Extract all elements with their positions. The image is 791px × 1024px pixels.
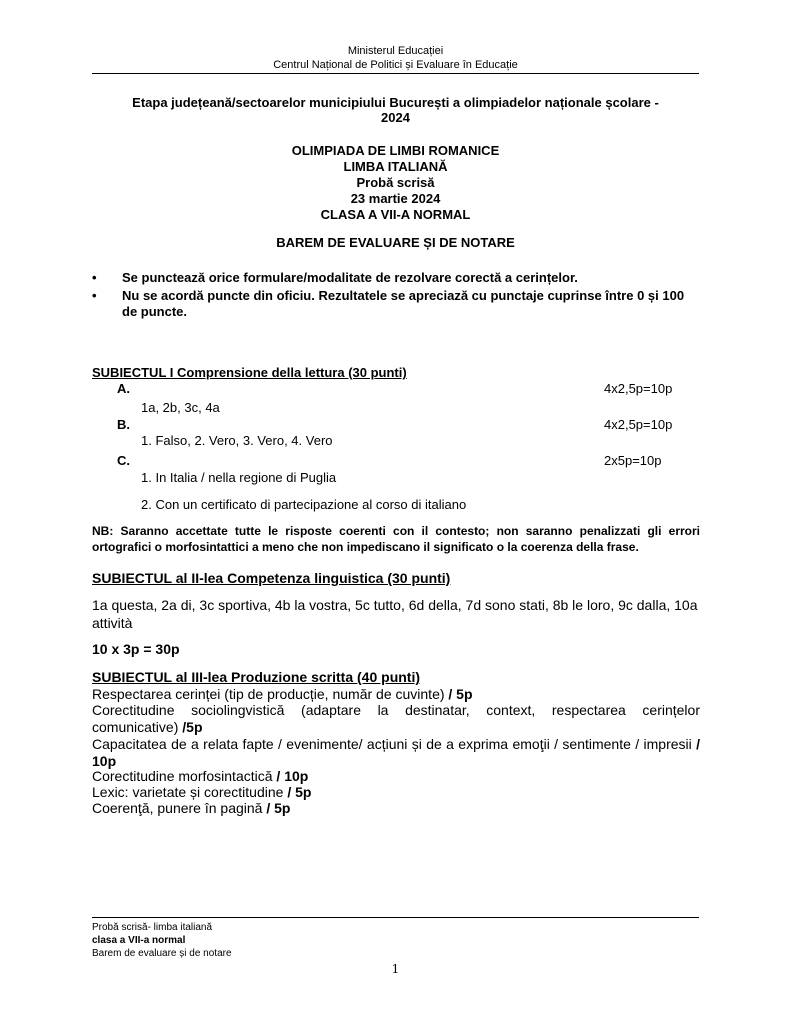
stage-line-2: 2024 [381, 110, 410, 125]
bullet-icon: • [92, 288, 97, 303]
footer-line-2: clasa a VII-a normal [92, 935, 186, 946]
footer-line-1: Probă scrisă- limba italiană [92, 922, 213, 933]
criterion-item [92, 784, 311, 801]
header-center: Centrul Național de Politici și Evaluare în Educație [273, 59, 518, 71]
criterion-points: /5p [178, 719, 203, 735]
criterion-text: Corectitudine morfosintactică [92, 768, 273, 784]
subject1-a-points: 4x2,5p=10p [604, 381, 673, 396]
criterion-text: Corectitudine sociolingvistică (adaptare la destinatar, context, respectarea cerințelor comunicative) [92, 702, 700, 735]
subject3-title: SUBIECTUL al III-lea Produzione scritta (40 punti) [92, 669, 421, 685]
bullet-text: Se punctează orice formulare/modalitate de rezolvare corectă a cerințelor. [122, 270, 578, 285]
criterion-item [92, 800, 290, 817]
subject2-score: 10 x 3p = 30p [92, 641, 180, 657]
bullet-text: Nu se acordă puncte din oficiu. Rezultatele se apreciază cu punctaje cuprinse între 0 și 100 de puncte. [122, 288, 685, 319]
subject1-b-points: 4x2,5p=10p [604, 417, 673, 432]
class-title: CLASA A VII-A NORMAL [320, 207, 471, 222]
subject1-a-answer: 1a, 2b, 3c, 4a [141, 400, 220, 415]
stage-line-1: Etapa județeană/sectoarelor municipiului București a olimpiadelor naționale școlare - [132, 95, 659, 110]
subject1-c-answer-1: 1. In Italia / nella regione di Puglia [141, 470, 337, 485]
criterion-points: / 10p [272, 768, 309, 784]
subject2-title: SUBIECTUL al II-lea Competenza linguistica (30 punti) [92, 570, 451, 586]
criterion-points: / 5p [444, 686, 473, 702]
subject1-c-label: C. [117, 453, 130, 468]
subject1-a-label: A. [117, 381, 130, 396]
criterion-text: Lexic: varietate și corectitudine [92, 784, 284, 800]
criterion-item [92, 768, 308, 785]
criterion-points: / 10p [92, 736, 700, 769]
subject1-b-label: B. [117, 417, 130, 432]
bullet-icon: • [92, 270, 97, 285]
subject1-title: SUBIECTUL I Comprensione della lettura (30 punti) [92, 365, 407, 380]
language-title: LIMBA ITALIANĂ [343, 159, 448, 174]
subject2-answers: 1a questa, 2a di, 3c sportiva, 4b la vostra, 5c tutto, 6d della, 7d sono stati, 8b le loro, 9c dalla, 10a attività [92, 597, 698, 631]
exam-date: 23 martie 2024 [350, 191, 441, 206]
header-ministry: Ministerul Educației [347, 45, 444, 57]
subject1-note: NB: Saranno accettate tutte le risposte coerenti con il contesto; non saranno penalizzati gli errori ortografici o morfosintattici a meno che non impediscano il significato o la coerenza della frase. [92, 524, 700, 554]
footer-divider [92, 917, 699, 918]
criterion-text: Capacitatea de a relata fapte / evenimente/ acțiuni și de a exprima emoţii / sentimente / impresii [92, 736, 692, 752]
criterion-item [92, 702, 700, 736]
olympiad-title: OLIMPIADA DE LIMBI ROMANICE [291, 143, 500, 158]
subject1-b-answer: 1. Falso, 2. Vero, 3. Vero, 4. Vero [141, 433, 333, 448]
footer-line-3: Barem de evaluare și de notare [92, 948, 232, 959]
subject1-c-points: 2x5p=10p [604, 453, 662, 468]
criterion-item [92, 686, 700, 703]
criterion-points: / 5p [262, 800, 291, 816]
page-number: 1 [391, 962, 400, 976]
criterion-text: Coerenţă, punere în pagină [92, 800, 263, 816]
subject1-c-answer-2: 2. Con un certificato di partecipazione al corso di italiano [141, 497, 467, 512]
criterion-item [92, 736, 700, 770]
criterion-text: Respectarea cerinței (tip de producție, număr de cuvinte) [92, 686, 445, 702]
header-divider [92, 73, 699, 74]
criterion-points: / 5p [283, 784, 312, 800]
test-type: Probă scrisă [356, 175, 435, 190]
barem-title: BAREM DE EVALUARE ȘI DE NOTARE [276, 235, 515, 250]
